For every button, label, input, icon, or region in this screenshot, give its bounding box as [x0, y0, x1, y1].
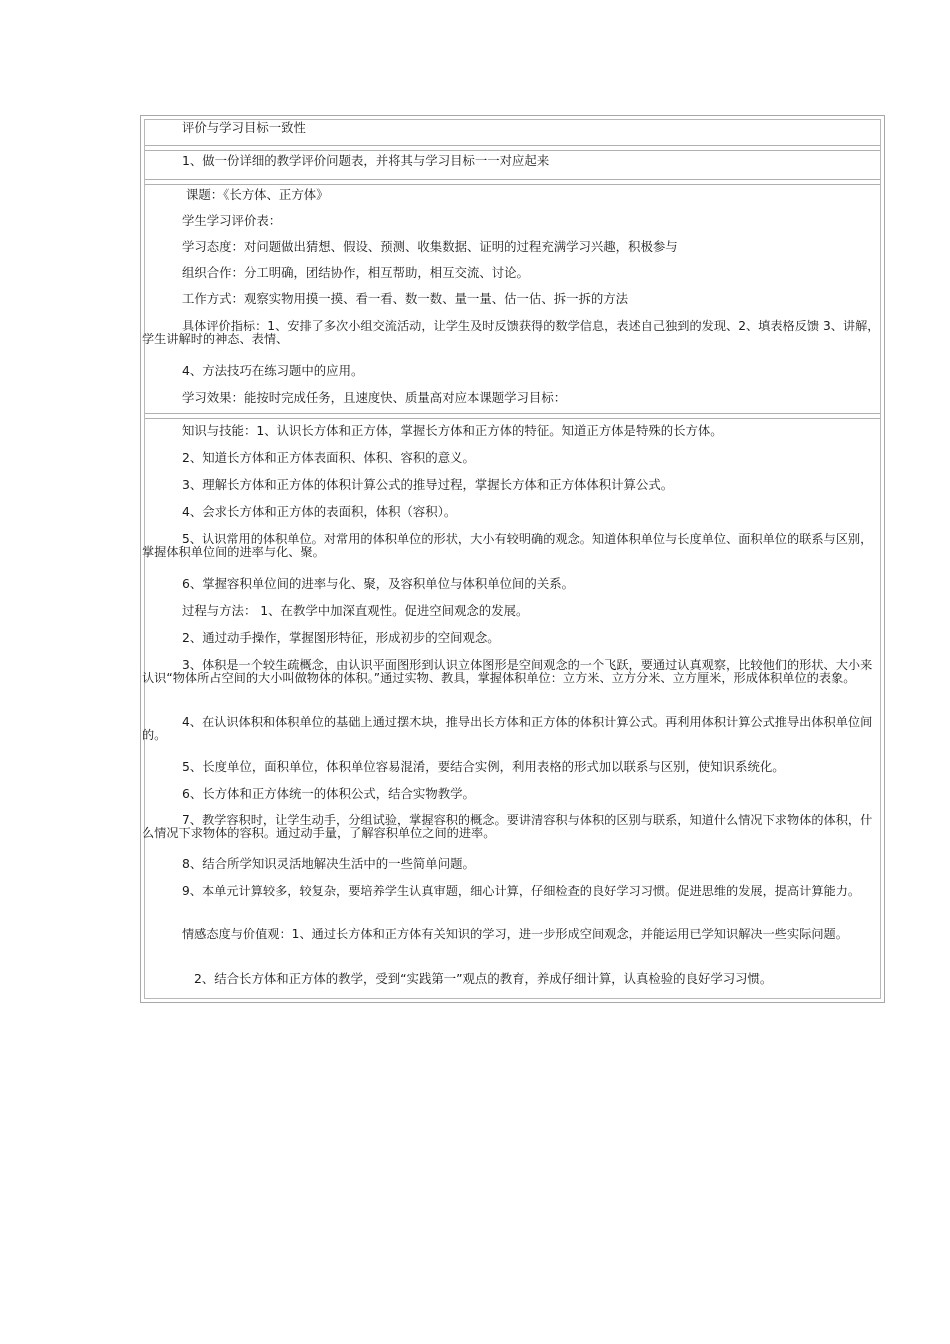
process-goal-6: 6、长方体和正方体统一的体积公式，结合实物教学。	[182, 786, 475, 801]
section-heading: 评价与学习目标一致性	[182, 120, 306, 135]
emotion-goal-1: 情感态度与价值观：1、通过长方体和正方体有关知识的学习，进一步形成空间观念，并能运用已学知识解决一些实际问题。	[182, 927, 848, 941]
row-divider	[145, 179, 880, 185]
knowledge-goal-3: 3、理解长方体和正方体的体积计算公式的推导过程，掌握长方体和正方体体积计算公式。	[182, 477, 674, 492]
process-goal-5: 5、长度单位，面积单位，体积单位容易混淆，要结合实例，利用表格的形式加以联系与区别，使知识系统化。	[182, 759, 785, 774]
knowledge-goal-4: 4、会求长方体和正方体的表面积，体积（容积）。	[182, 504, 457, 519]
process-goal-3: 3、体积是一个较生疏概念，由认识平面图形到认识立体图形是空间观念的一个飞跃，要通过认真观察，比较他们的形状、大小来认识“物体所占空间的大小叫做物体的体积。”通过实物、教具，掌握体积单位：立方米、立方分米、立方厘米，形成体积单位的表象。	[142, 658, 873, 685]
process-goal-1: 过程与方法： 1、在教学中加深直观性。促进空间观念的发展。	[182, 603, 529, 618]
emotion-goal-2: 2、结合长方体和正方体的教学，受到“实践第一”观点的教育，养成仔细计算，认真检验的良好学习习惯。	[194, 971, 773, 986]
knowledge-goal-5: 5、认识常用的体积单位。对常用的体积单位的形状，大小有较明确的观念。知道体积单位与长度单位、面积单位的联系与区别，掌握体积单位间的进率与化、聚。	[142, 532, 873, 559]
process-goal-2: 2、通过动手操作，掌握图形特征，形成初步的空间观念。	[182, 630, 500, 645]
topic-text: 课题：《长方体、正方体》	[186, 187, 329, 202]
indicators-text: 具体评价指标：1、安排了多次小组交流活动，让学生及时反馈获得的数学信息，表述自己独到的发现、2、填表格反馈 3、讲解，学生讲解时的神态、表情、	[142, 319, 880, 346]
task-text: 1、做一份详细的教学评价问题表，并将其与学习目标一一对应起来	[182, 153, 550, 168]
process-goal-7: 7、教学容积时，让学生动手，分组试验，掌握容积的概念。要讲清容积与体积的区别与联系，知道什么情况下求物体的体积，什么情况下求物体的容积。通过动手量，了解容积单位之间的进率。	[142, 813, 873, 840]
process-goal-9: 9、本单元计算较多，较复杂，要培养学生认真审题，细心计算，仔细检查的良好学习习惯。促进思维的发展，提高计算能力。	[182, 884, 861, 898]
row-divider	[145, 145, 880, 151]
knowledge-goal-6: 6、掌握容积单位间的进率与化、聚，及容积单位与体积单位间的关系。	[182, 576, 574, 591]
knowledge-goal-1: 知识与技能：1、认识长方体和正方体，掌握长方体和正方体的特征。知道正方体是特殊的长方体。	[182, 423, 723, 438]
cooperation-text: 组织合作：分工明确，团结协作，相互帮助，相互交流、讨论。	[182, 265, 529, 280]
table-title: 学生学习评价表：	[182, 213, 282, 228]
attitude-text: 学习态度：对问题做出猜想、假设、预测、收集数据、证明的过程充满学习兴趣，积极参与	[182, 239, 678, 254]
process-goal-4: 4、在认识体积和体积单位的基础上通过摆木块，推导出长方体和正方体的体积计算公式。再利用体积计算公式推导出体积单位间的。	[142, 715, 873, 742]
method-text: 工作方式：观察实物用摸一摸、看一看、数一数、量一量、估一估、拆一拆的方法	[182, 291, 629, 306]
process-goal-8: 8、结合所学知识灵活地解决生活中的一些简单问题。	[182, 856, 475, 871]
indicator4-text: 4、方法技巧在练习题中的应用。	[182, 363, 364, 378]
knowledge-goal-2: 2、知道长方体和正方体表面积、体积、容积的意义。	[182, 450, 475, 465]
row-divider	[145, 413, 880, 419]
effect-text: 学习效果：能按时完成任务，且速度快、质量高对应本课题学习目标：	[182, 390, 567, 405]
